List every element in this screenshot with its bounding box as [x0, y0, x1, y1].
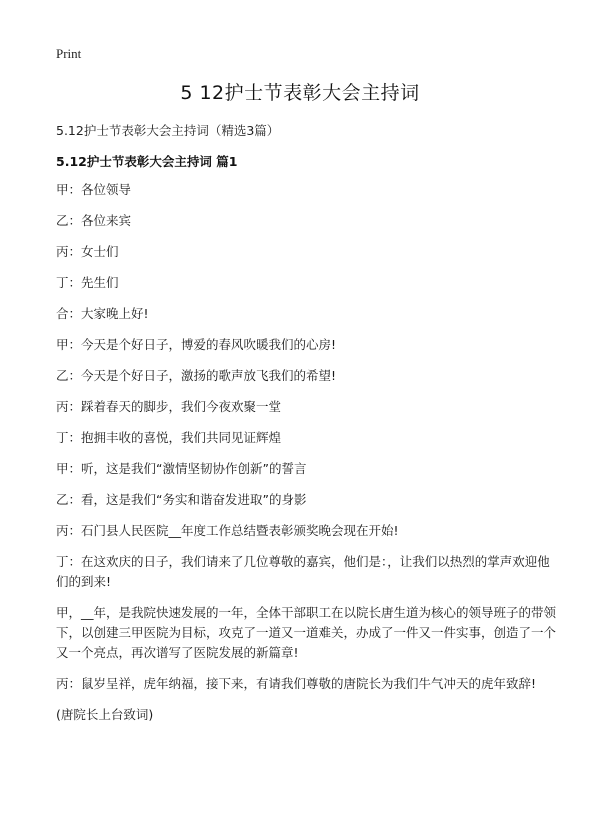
script-line: 乙：各位来宾: [56, 213, 132, 228]
script-line: 丙：女士们: [56, 244, 119, 259]
script-line: 丙：踩着春天的脚步，我们今夜欢聚一堂: [56, 399, 282, 414]
script-line: 丁：先生们: [56, 275, 119, 290]
section-heading: 5.12护士节表彰大会主持词 篇1: [56, 154, 238, 169]
page-title: 5 12护士节表彰大会主持词: [180, 82, 420, 104]
script-line: 乙：今天是个好日子，激扬的歌声放飞我们的希望!: [56, 368, 337, 383]
script-line: 甲：听，这是我们“激情坚韧协作创新”的誓言: [56, 461, 307, 476]
script-line: 丙：鼠岁呈祥，虎年纳福，接下来，有请我们尊敬的唐院长为我们牛气冲天的虎年致辞!: [56, 676, 537, 691]
script-lines: [56, 180, 556, 736]
script-line: 甲：今天是个好日子，博爱的春风吹暖我们的心房!: [56, 337, 337, 352]
script-line: 乙：看，这是我们“务实和谐奋发进取”的身影: [56, 492, 307, 507]
page-subtitle: 5.12护士节表彰大会主持词（精选3篇）: [56, 123, 280, 138]
script-line: 甲，__年，是我院快速发展的一年，全体干部职工在以院长唐生道为核心的领导班子的带领下，以创建三甲医院为目标，攻克了一道又一道难关，办成了一件又一件实事，创造了一个又一个亮点，再次谱写了医院发展的新篇章!: [56, 605, 557, 660]
script-line: 丁：抱拥丰收的喜悦，我们共同见证辉煌: [56, 430, 282, 445]
script-line: 合：大家晚上好!: [56, 306, 149, 321]
print-link[interactable]: Print: [56, 46, 82, 61]
script-line: 甲：各位领导: [56, 182, 132, 197]
script-line: (唐院长上台致词): [56, 707, 154, 722]
script-line: 丁：在这欢庆的日子，我们请来了几位尊敬的嘉宾，他们是：，让我们以热烈的掌声欢迎他们的到来!: [56, 554, 550, 589]
script-line: 丙：石门县人民医院__年度工作总结暨表彰颁奖晚会现在开始!: [56, 523, 399, 538]
